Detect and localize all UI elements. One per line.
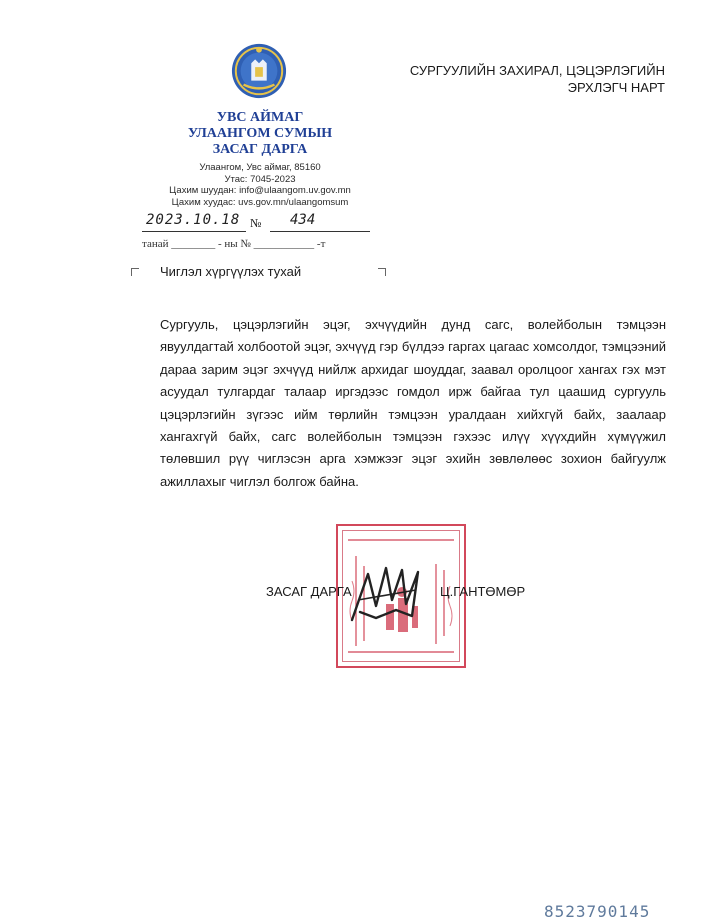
letter-body: Сургууль, цэцэрлэгийн эцэг, эхчүүдийн дунд сагс, волейболын тэмцээн явуулдагтай холбоотой эцэг, эхчүүд гэр бүлдээ гаргах цагаас хомсолдог, тэмцээний дараа зарим эцэг эхчүүд нийлж архидаг шоуддаг, заавал оролцоог хангах гэх мэт асуудал тулгардаг талаар иргэдээс гомдол ирж байгаа тул цаашид сургууль цэцэрлэгийн зүгээс ийм төрлийн тэмцээн уралдаан хийхгүй байх, заалаар хангахгүй байх, сагс волейболын тэмцээн гэхээс илүү хүүхдийн хүмүүжил төлөвшил рүү чиглэсэн арга хэмжээг эцэг эхийн зөвлөлөөс зохион байгуулж ажиллахыг чиглэл болгож байна. [160,317,666,489]
contact-website: Цахим хуудас: uvs.gov.mn/ulaangomsum [171,196,349,208]
signatory-title: ЗАСАГ ДАРГА [266,584,352,599]
org-line-1: УВС АЙМАГ [216,110,304,125]
subject-corner-right [378,268,386,276]
contact-address: Улаангом, Увс аймаг, 85160 [199,162,321,173]
number-label: № [250,216,262,230]
contact-info [120,162,400,208]
reply-reference-line: танай ________ - ны № ___________ -т [142,238,326,250]
recipient-line-2: ЭРХЛЭГЧ НАРТ [567,80,665,95]
handwritten-signature-icon [346,560,436,630]
subject-corner-left [131,268,139,276]
org-line-2: УЛААНГОМ СУМЫН [187,126,333,141]
organization-name [140,110,380,158]
org-line-3: ЗАСАГ ДАРГА [212,142,308,157]
contact-email: Цахим шуудан: info@ulaangom.uv.gov.mn [169,185,351,196]
contact-phone: Утас: 7045-2023 [224,173,296,185]
recipient [355,62,665,96]
subject-line: Чиглэл хүргүүлэх тухай [160,264,302,279]
registration-number: 8523790145 [544,902,651,921]
date-underline [142,231,246,232]
recipient-line-1: СУРГУУЛИЙН ЗАХИРАЛ, ЦЭЦЭРЛЭГИЙН [409,63,665,78]
document-number: 434 [290,212,316,228]
mongolia-state-emblem-icon [230,42,288,100]
document-date: 2023.10.18 [146,212,241,228]
number-underline [270,231,370,232]
signatory-name: Ц.ГАНТӨМӨР [440,584,526,599]
